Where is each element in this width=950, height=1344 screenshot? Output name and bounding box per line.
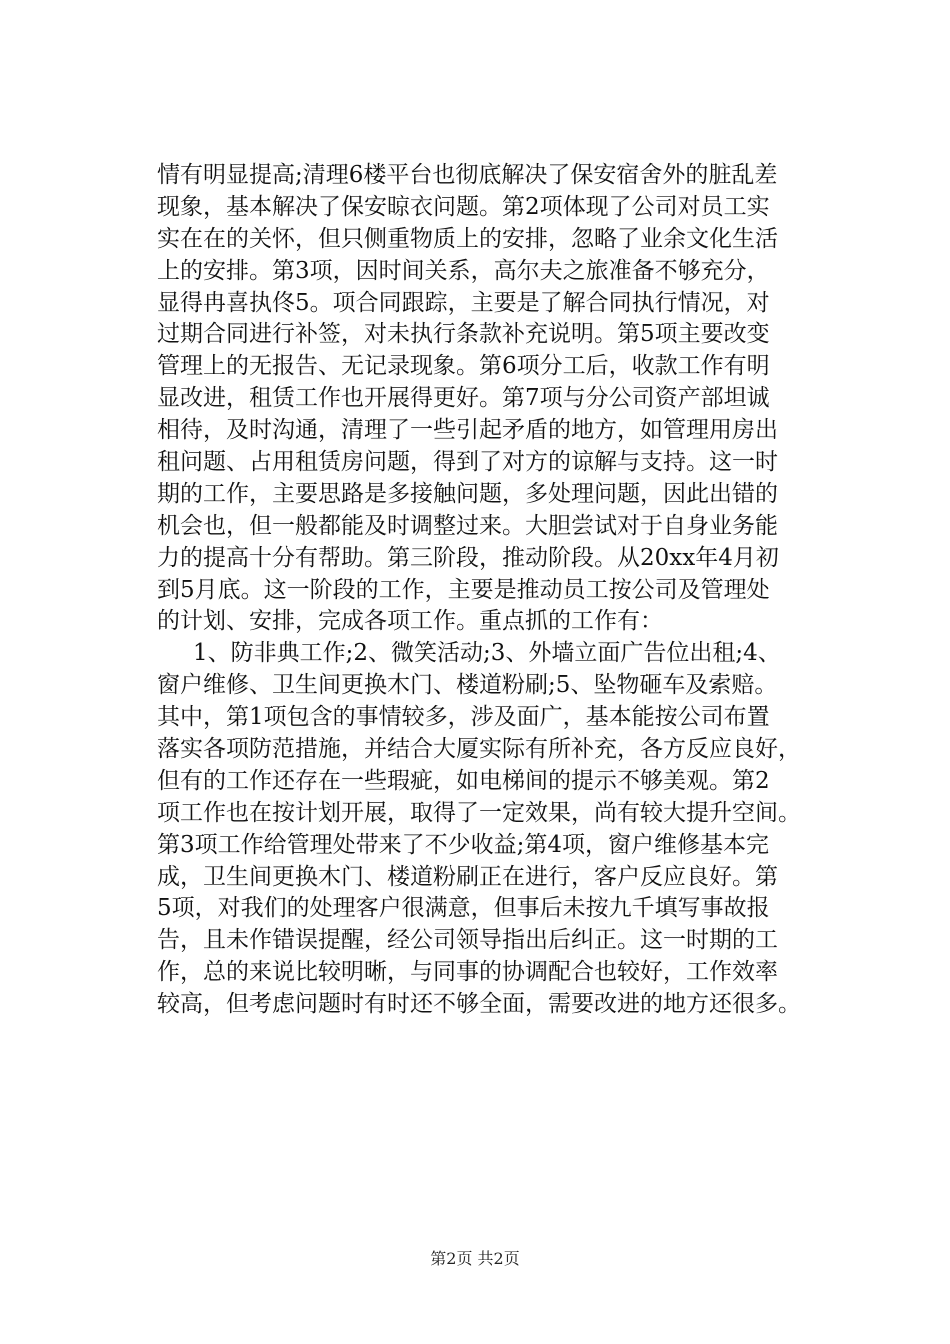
text-line: 较高，但考虑问题时有时还不够全面，需要改进的地方还很多。 <box>157 991 801 1018</box>
text-line: 显改进，租赁工作也开展得更好。第7项与分公司资产部坦诚 <box>157 385 770 412</box>
text-line: 窗户维修、卫生间更换木门、楼道粉刷;5、坠物砸车及索赔。 <box>157 672 778 699</box>
text-line: 第3项工作给管理处带来了不少收益;第4项，窗户维修基本完 <box>157 831 770 858</box>
text-line: 落实各项防范措施，并结合大厦实际有所补充，各方反应良好， <box>157 736 801 763</box>
text-line: 5项，对我们的处理客户很满意，但事后未按九千填写事故报 <box>157 895 770 922</box>
text-line: 其中，第1项包含的事情较多，涉及面广，基本能按公司布置 <box>157 704 770 731</box>
text-line: 作，总的来说比较明晰，与同事的协调配合也较好，工作效率 <box>157 959 778 986</box>
text-line: 实在在的关怀，但只侧重物质上的安排，忽略了业余文化生活 <box>157 225 778 252</box>
text-line: 情有明显提高;清理6楼平台也彻底解决了保安宿舍外的脏乱差 <box>157 162 778 188</box>
text-line: 力的提高十分有帮助。第三阶段，推动阶段。从20xx年4月初 <box>157 544 779 571</box>
text-line: 但有的工作还存在一些瑕疵，如电梯间的提示不够美观。第2 <box>157 767 770 794</box>
text-line: 租问题、占用租赁房问题，得到了对方的谅解与支持。这一时 <box>157 449 778 476</box>
text-line: 期的工作，主要思路是多接触问题，多处理问题，因此出错的 <box>157 480 778 507</box>
text-line: 上的安排。第3项，因时间关系，高尔夫之旅准备不够充分， <box>157 257 770 284</box>
text-line: 现象，基本解决了保安晾衣问题。第2项体现了公司对员工实 <box>157 193 770 220</box>
body-text <box>157 160 837 1021</box>
text-line: 的计划、安排，完成各项工作。重点抓的工作有： <box>157 608 663 635</box>
text-line: 管理上的无报告、无记录现象。第6项分工后，收款工作有明 <box>157 353 770 380</box>
text-line: 项工作也在按计划开展，取得了一定效果，尚有较大提升空间。 <box>157 799 801 826</box>
text-line: 到5月底。这一阶段的工作，主要是推动员工按公司及管理处 <box>157 576 770 603</box>
text-line: 相待，及时沟通，清理了一些引起矛盾的地方，如管理用房出 <box>157 417 778 444</box>
text-line: 显得冉喜执佟5。项合同跟踪，主要是了解合同执行情况，对 <box>157 289 770 316</box>
text-line: 1、防非典工作;2、微笑活动;3、外墙立面广告位出租;4、 <box>193 640 781 667</box>
text-line: 过期合同进行补签，对未执行条款补充说明。第5项主要改变 <box>157 321 770 348</box>
text-line: 告，且未作错误提醒，经公司领导指出后纠正。这一时期的工 <box>157 927 778 954</box>
text-line: 机会也，但一般都能及时调整过来。大胆尝试对于自身业务能 <box>157 512 778 539</box>
page-footer: 第2页 共2页 <box>430 1249 520 1268</box>
text-line: 成，卫生间更换木门、楼道粉刷正在进行，客户反应良好。第 <box>157 863 778 890</box>
